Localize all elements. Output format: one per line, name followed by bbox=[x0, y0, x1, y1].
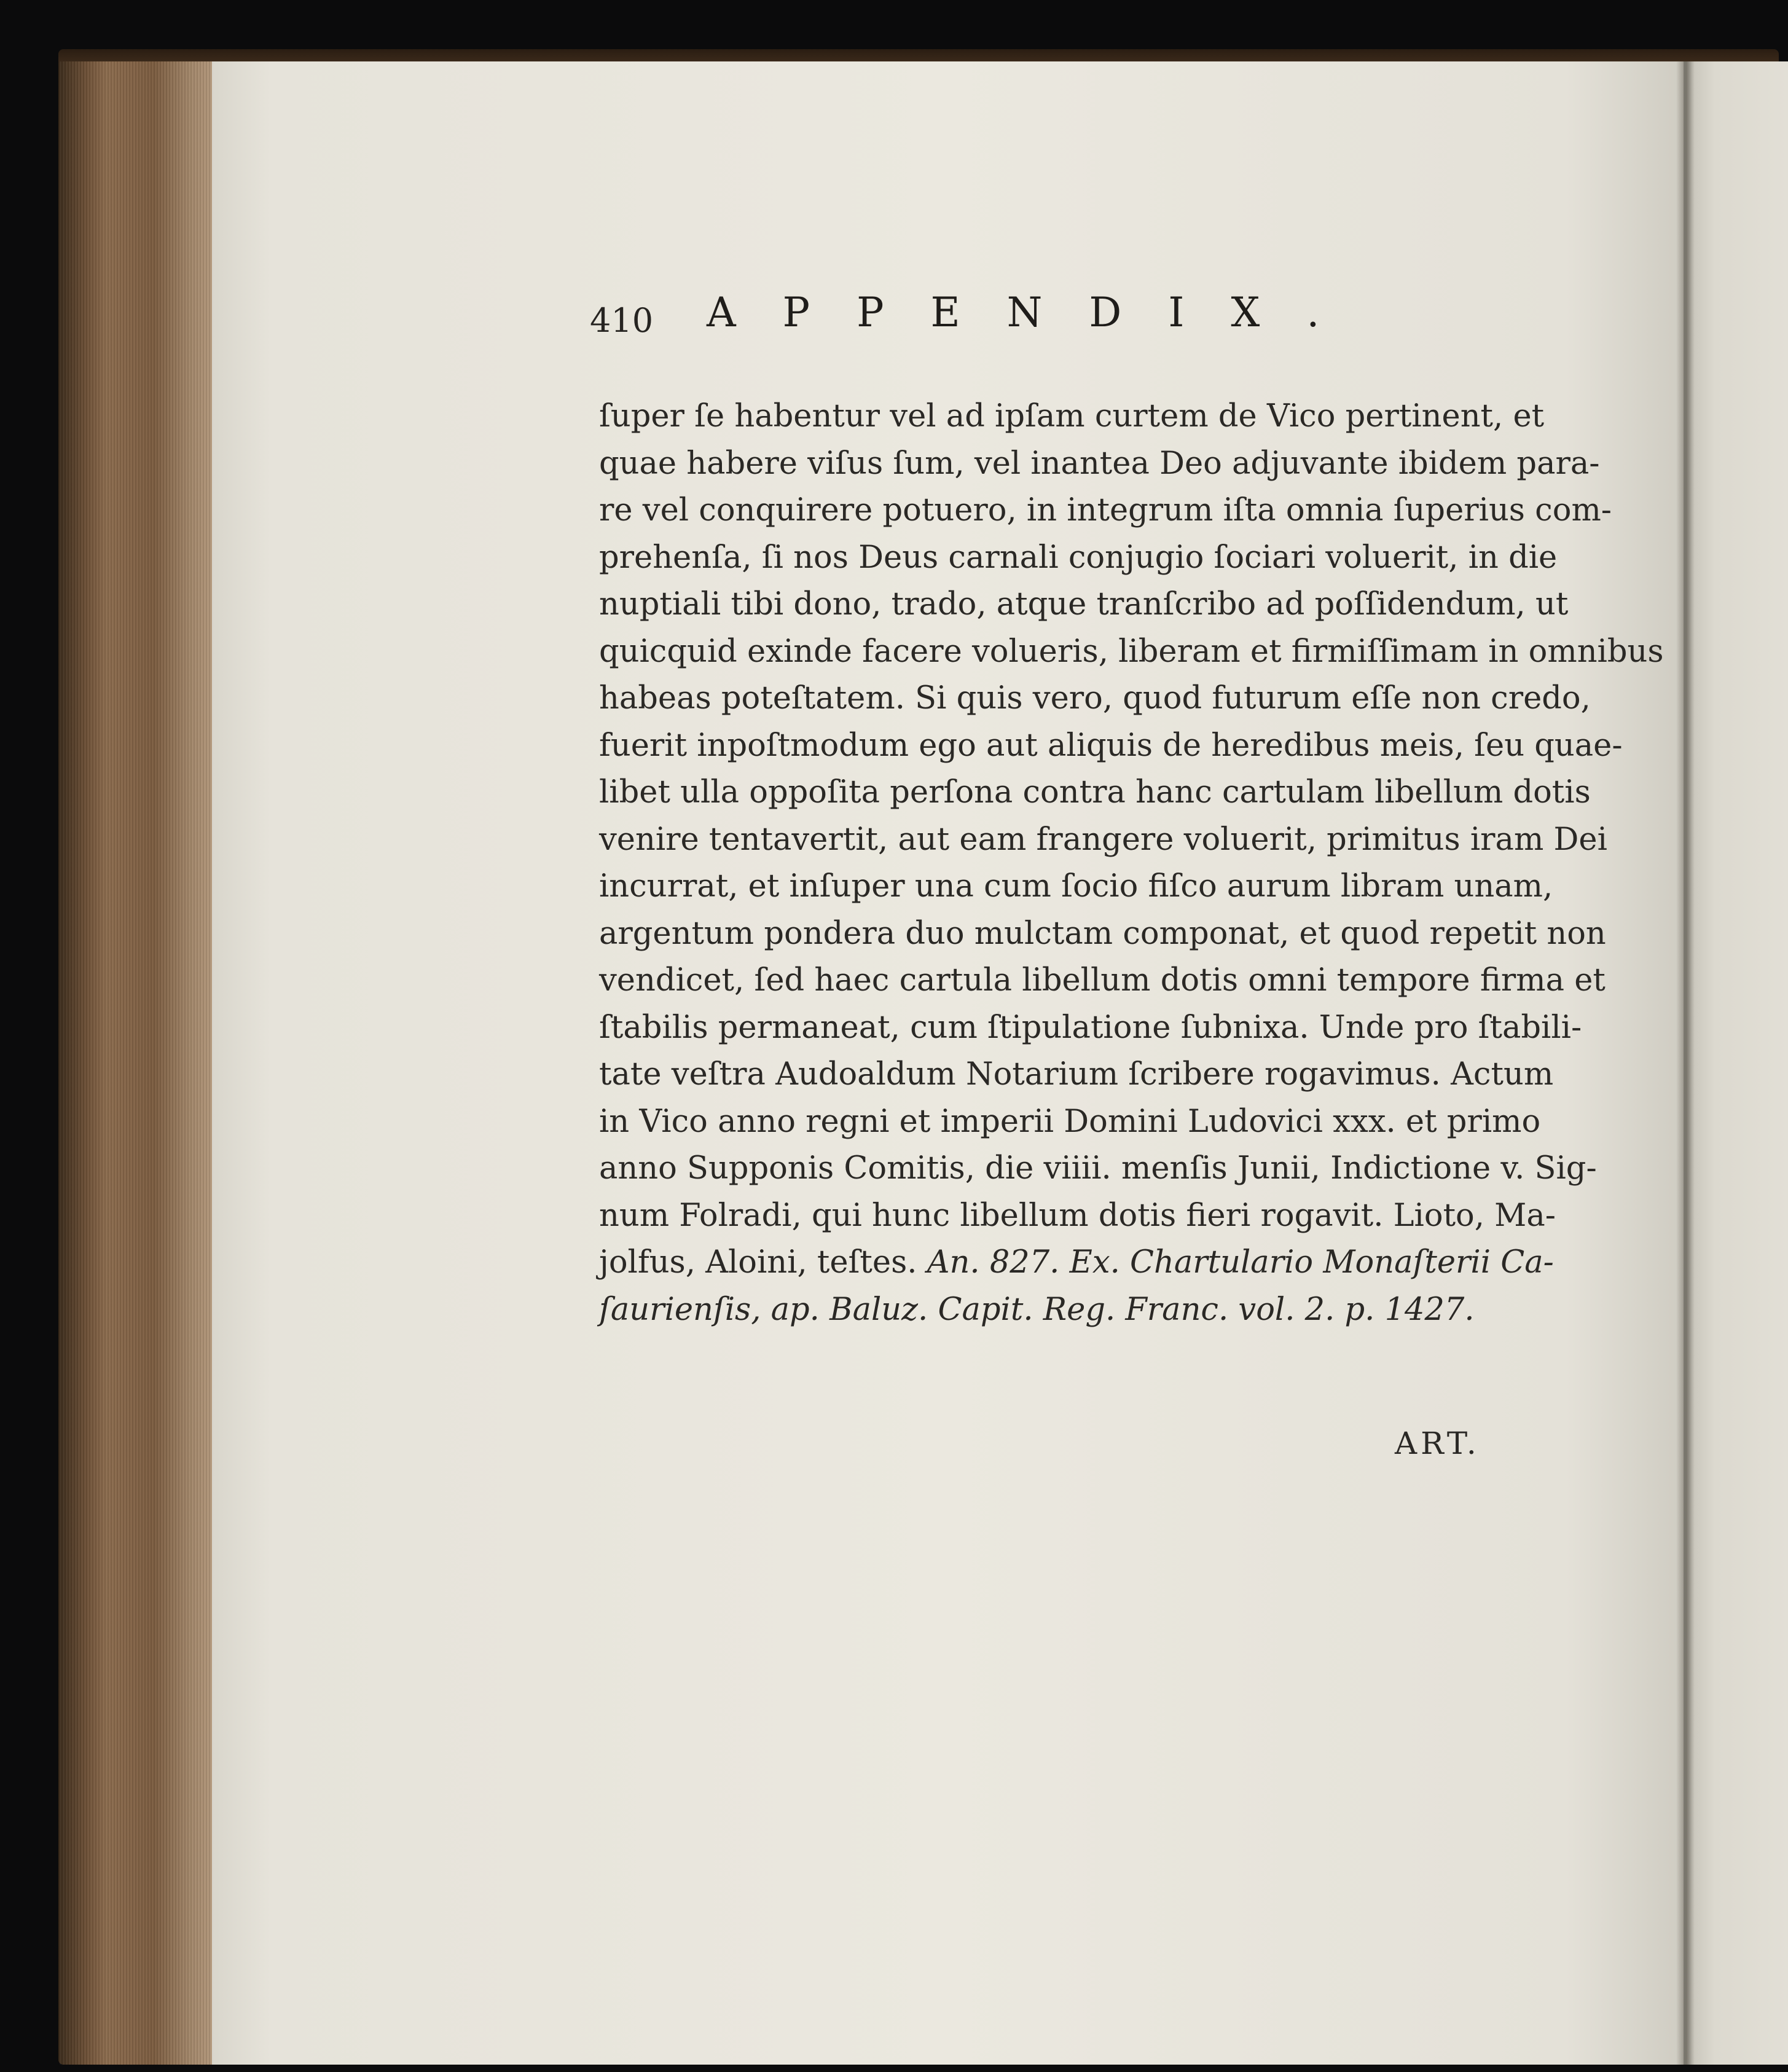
facing-page bbox=[1684, 61, 1788, 2065]
text-line: venire tentavertit, aut eam frangere voluerit, primitus iram Dei bbox=[599, 821, 1607, 858]
text-line: ſuper ſe habentur vel ad ipſam curtem de Vico pertinent, et bbox=[599, 398, 1545, 434]
text-line: incurrat, et inſuper una cum ſocio fiſco aurum libram unam, bbox=[599, 868, 1553, 905]
running-head bbox=[590, 289, 1366, 350]
book-gutter bbox=[1676, 61, 1695, 2065]
text-line: fuerit inpoſtmodum ego aut aliquis de heredibus meis, ſeu quae- bbox=[599, 727, 1623, 764]
text-line: num Folradi, qui hunc libellum dotis fieri rogavit. Lioto, Ma- bbox=[599, 1197, 1556, 1234]
text-line: argentum pondera duo mulctam componat, et quod repetit non bbox=[599, 915, 1606, 952]
text-line: habeas poteſtatem. Si quis vero, quod futurum eſſe non credo, bbox=[599, 680, 1591, 716]
body-text bbox=[599, 393, 1664, 1333]
text-line: anno Supponis Comitis, die viiii. menſis Junii, Indictione v. Sig- bbox=[599, 1150, 1597, 1187]
text-line: ſtabilis permaneat, cum ſtipulatione ſubnixa. Unde pro ſtabili- bbox=[599, 1009, 1582, 1046]
text-line: quicquid exinde facere volueris, liberam et firmiſſimam in omnibus bbox=[599, 633, 1664, 670]
text-line-with-citation bbox=[599, 1239, 1554, 1287]
text-line: prehenſa, ſi nos Deus carnali conjugio ſociari voluerit, in die bbox=[599, 539, 1558, 576]
text-line: nuptiali tibi dono, trado, atque tranſcribo ad poſſidendum, ut bbox=[599, 586, 1569, 622]
text-line: vendicet, ſed haec cartula libellum dotis omni tempore firma et bbox=[599, 962, 1606, 999]
text-line: tate veſtra Audoaldum Notarium ſcribere rogavimus. Actum bbox=[599, 1056, 1554, 1093]
page-number: 410 bbox=[590, 301, 654, 340]
text-line-end: jolfus, Aloini, teſtes. bbox=[599, 1244, 917, 1281]
text-line: re vel conquirere potuero, in integrum iſta omnia ſuperius com- bbox=[599, 492, 1612, 528]
text-line: in Vico anno regni et imperii Domini Ludovici xxx. et primo bbox=[599, 1103, 1541, 1140]
running-title: APPENDIX. bbox=[707, 289, 1366, 336]
catchword: ART. bbox=[1395, 1426, 1480, 1461]
book-page-edges bbox=[58, 61, 218, 2065]
citation-end: ſaurienſis, ap. Baluz. Capit. Reg. Franc. vol. 2. p. 1427. bbox=[599, 1291, 1475, 1328]
text-line: quae habere viſus ſum, vel inantea Deo adjuvante ibidem para- bbox=[599, 445, 1600, 482]
text-line: libet ulla oppoſita perſona contra hanc cartulam libellum dotis bbox=[599, 774, 1591, 810]
citation-start: An. 827. Ex. Chartulario Monaſterii Ca- bbox=[927, 1244, 1554, 1281]
